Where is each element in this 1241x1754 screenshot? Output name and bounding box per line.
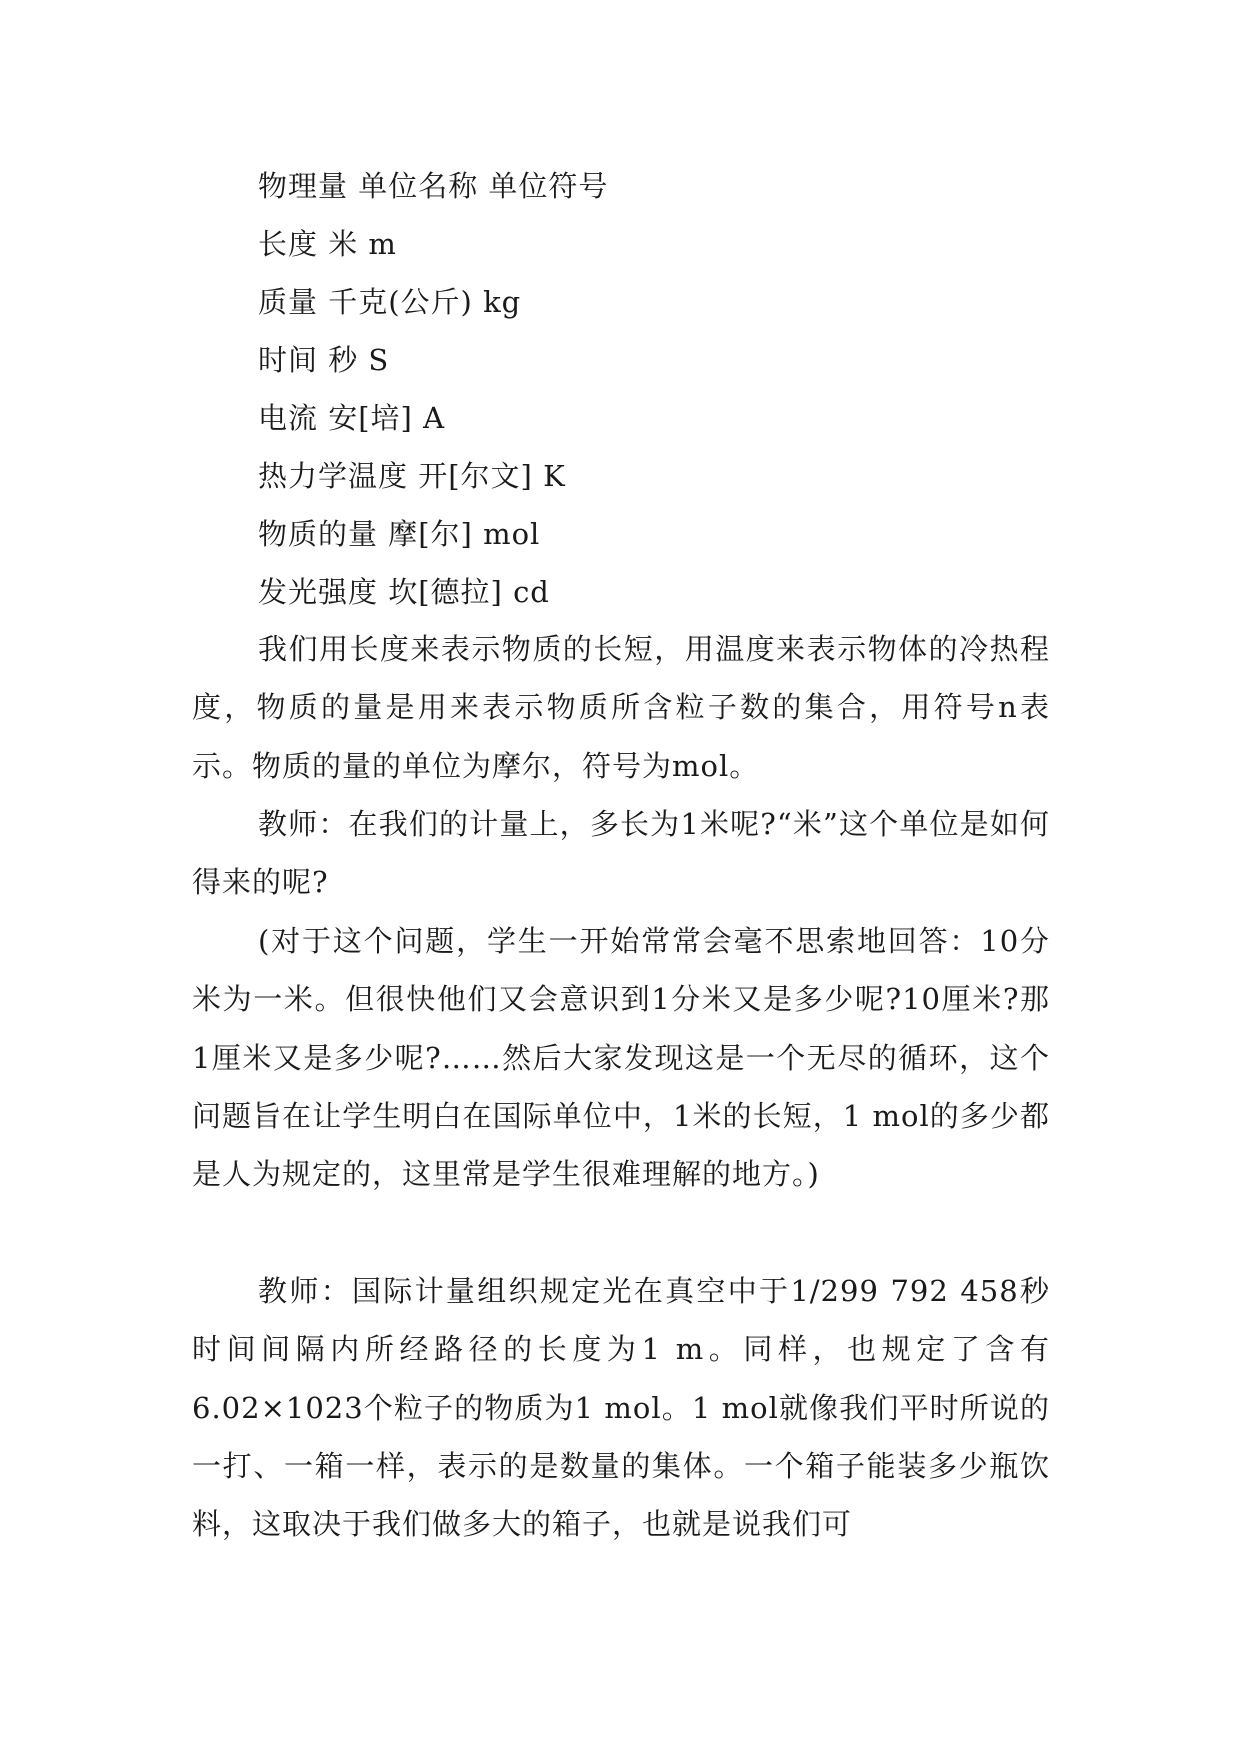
table-row-amount-of-substance: 物质的量 摩[尔] mol [258,517,541,551]
table-row-length: 长度 米 m [258,227,397,261]
table-row-temperature: 热力学温度 开[尔文] K [258,459,566,493]
paragraph-teacher-question: 教师：在我们的计量上，多长为1米呢?“米”这个单位是如何得来的呢? [192,807,1050,900]
table-row-current: 电流 安[培] A [258,401,446,435]
paragraph-teacher-definition: 教师：国际计量组织规定光在真空中于1/299 792 458秒时间间隔内所经路径的长度为1 m。同样，也规定了含有6.02×1023个粒子的物质为1 mol。1 mol就像我们平时所说的一打、一箱一样，表示的是数量的集体。一个箱子能装多少瓶饮料，这取决于我们做多大的箱子，也就是说我们可 [192,1274,1050,1542]
table-row-time: 时间 秒 S [258,343,390,377]
paragraph-student-response-note: (对于这个问题，学生一开始常常会毫不思索地回答：10分米为一米。但很快他们又会意识到1分米又是多少呢?10厘米?那1厘米又是多少呢?……然后大家发现这是一个无尽的循环，这个问题旨在让学生明白在国际单位中，1米的长短，1 mol的多少都是人为规定的，这里常是学生很难理解的地方。) [192,924,1050,1192]
table-row-luminous-intensity: 发光强度 坎[德拉] cd [258,575,550,609]
table-header-row: 物理量 单位名称 单位符号 [258,169,609,203]
paragraph-amount-of-substance-definition: 我们用长度来表示物质的长短，用温度来表示物体的冷热程度，物质的量是用来表示物质所含粒子数的集合，用符号n表示。物质的量的单位为摩尔，符号为mol。 [192,632,1050,783]
table-row-mass: 质量 千克(公斤) kg [258,285,522,319]
